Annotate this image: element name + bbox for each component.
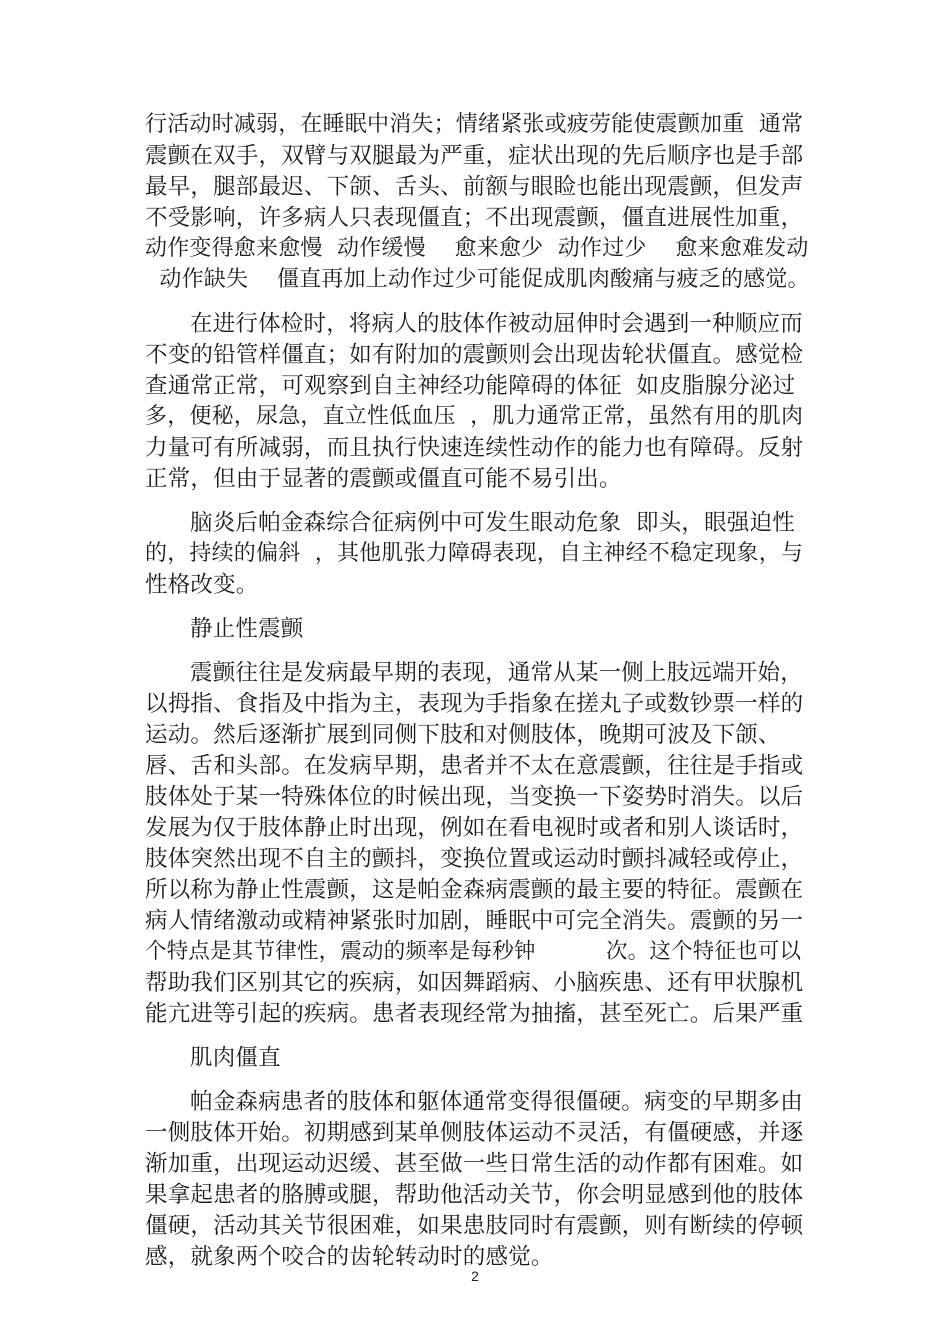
text-line: 的，持续的偏斜 ，其他肌张力障碍表现，自主神经不稳定现象，与 <box>145 541 804 566</box>
text-line: 渐加重，出现运动迟缓、甚至做一些日常生活的动作都有困难。如 <box>145 1151 804 1177</box>
text-line: 不受影响，许多病人只表现僵直；不出现震颤，僵直进展性加重， <box>145 205 804 231</box>
text-line: 个特点是其节律性，震动的频率是每秒钟 次。这个特征也可以 <box>145 939 802 964</box>
text-line: 震颤在双手，双臂与双腿最为严重，症状出现的先后顺序也是手部 <box>145 143 804 169</box>
text-line: 所以称为静止性震颤，这是帕金森病震颤的最主要的特征。震颤在 <box>145 877 804 903</box>
text-line: 力量可有所减弱，而且执行快速连续性动作的能力也有障碍。反射 <box>145 435 804 461</box>
text-line: 不变的铅管样僵直；如有附加的震颤则会出现齿轮状僵直。感觉检 <box>145 342 804 368</box>
text-line: 以拇指、食指及中指为主，表现为手指象在搓丸子或数钞票一样的 <box>145 691 804 717</box>
text-line: 一侧肢体开始。初期感到某单侧肢体运动不灵活，有僵硬感，并逐 <box>145 1120 804 1146</box>
text-line: 动作变得愈来愈慢 动作缓慢 愈来愈少 动作过少 愈来愈难发动 <box>145 236 809 261</box>
text-line: 帕金森病患者的肢体和躯体通常变得很僵硬。病变的早期多由 <box>190 1089 803 1115</box>
section-heading: 静止性震颤 <box>190 616 304 642</box>
text-line: 性格改变。 <box>145 572 259 598</box>
text-line: 肢体突然出现不自主的颤抖，变换位置或运动时颤抖减轻或停止， <box>145 846 804 872</box>
text-line: 动作缺失 僵直再加上动作过少可能促成肌肉酸痛与疲乏的感觉。 <box>145 267 810 292</box>
text-line: 僵硬，活动其关节很困难，如果患肢同时有震颤，则有断续的停顿 <box>145 1213 804 1239</box>
text-line: 帮助我们区别其它的疾病，如因舞蹈病、小脑疾患、还有甲状腺机 <box>145 970 804 996</box>
text-line: 唇、舌和头部。在发病早期，患者并不太在意震颤，往往是手指或 <box>145 753 804 779</box>
text-line: 能亢进等引起的疾病。患者表现经常为抽搐，甚至死亡。后果严重 <box>145 1001 804 1027</box>
text-line: 查通常正常，可观察到自主神经功能障碍的体征 如皮脂腺分泌过 <box>145 373 796 399</box>
text-line: 行活动时减弱，在睡眠中消失；情绪紧张或疲劳能使震颤加重 通常 <box>145 112 804 137</box>
text-line: 发展为仅于肢体静止时出现，例如在看电视时或者和别人谈话时， <box>145 815 804 841</box>
text-line: 震颤往往是发病最早期的表现，通常从某一侧上肢远端开始， <box>190 660 803 686</box>
page-number: 2 <box>471 1268 479 1284</box>
text-line: 最早，腿部最迟、下颌、舌头、前额与眼睑也能出现震颤，但发声 <box>145 174 804 200</box>
text-line: 病人情绪激动或精神紧张时加剧，睡眠中可完全消失。震颤的另一 <box>145 908 804 934</box>
text-line: 肢体处于某一特殊体位的时候出现，当变换一下姿势时消失。以后 <box>145 784 804 810</box>
text-line: 运动。然后逐渐扩展到同侧下肢和对侧肢体，晚期可波及下颌、 <box>145 722 781 748</box>
text-line: 脑炎后帕金森综合征病例中可发生眼动危象 即头，眼强迫性 <box>190 510 795 536</box>
text-line: 多，便秘，尿急，直立性低血压 ，肌力通常正常，虽然有用的肌肉 <box>145 404 804 429</box>
text-line: 感，就象两个咬合的齿轮转动时的感觉。 <box>145 1244 554 1270</box>
text-line: 在进行体检时，将病人的肢体作被动屈伸时会遇到一种顺应而 <box>190 311 803 337</box>
section-heading: 肌肉僵直 <box>190 1045 281 1071</box>
text-line: 正常，但由于显著的震颤或僵直可能不易引出。 <box>145 466 622 492</box>
text-line: 果拿起患者的胳膊或腿，帮助他活动关节，你会明显感到他的肢体 <box>145 1182 804 1208</box>
